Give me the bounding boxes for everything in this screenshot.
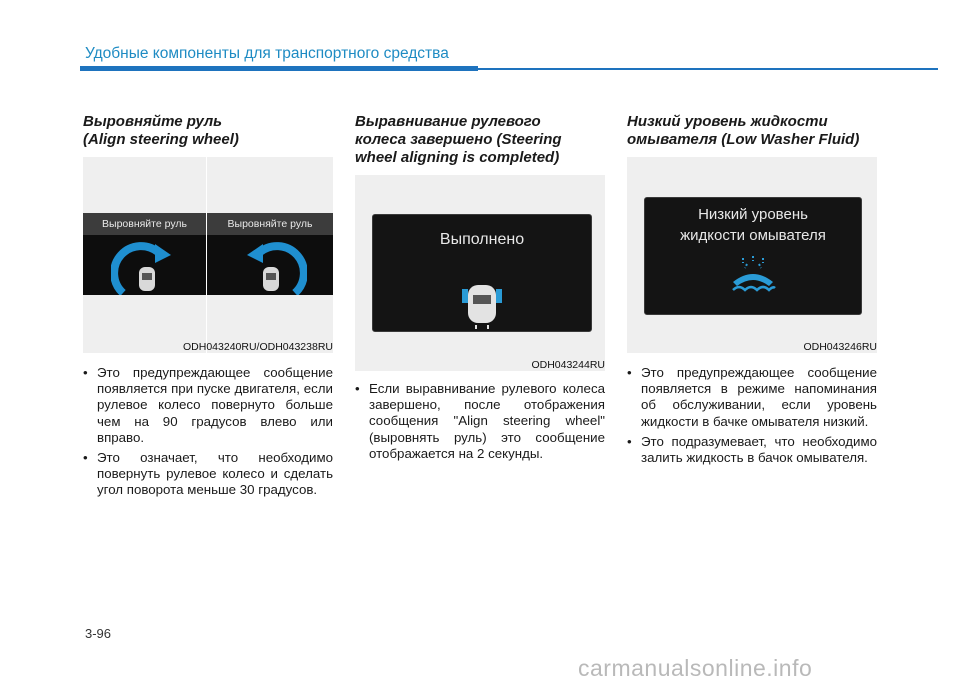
- column-low-washer: [627, 113, 877, 149]
- figure-caption: ODH043244RU: [531, 359, 605, 371]
- heading-line: (Align steering wheel): [83, 131, 239, 148]
- section-title: Удобные компоненты для транспортного средства: [85, 45, 449, 62]
- header-rule-thin: [478, 68, 938, 70]
- heading-line: wheel aligning is completed): [355, 149, 560, 166]
- figure-caption: ODH043240RU/ODH043238RU: [183, 341, 333, 353]
- lcd-message: Выровняйте руль: [227, 218, 313, 230]
- list-item: • Это предупреждающее сообщение появляется при пуске двигателя, если рулевое колесо повернуто больше чем на 90 градусов влево или вправо.: [83, 365, 333, 446]
- heading-line: колеса завершено (Steering: [355, 131, 562, 148]
- bullet-list: [627, 365, 877, 470]
- list-item: • Это означает, что необходимо повернуть рулевое колесо и сделать угол поворота меньше 30 градусов.: [83, 450, 333, 499]
- header-rule-thick: [80, 66, 478, 71]
- lcd-message-line: Низкий уровень: [698, 206, 808, 223]
- lcd-message: Выровняйте руль: [102, 218, 187, 230]
- heading-line: Выровняйте руль: [83, 113, 223, 130]
- lcd-message-line: жидкости омывателя: [680, 227, 826, 244]
- figure-steering-aligned: [355, 175, 605, 371]
- figure-caption: ODH043246RU: [803, 341, 877, 353]
- bullet-list: [355, 381, 605, 466]
- lcd-screen: [372, 214, 592, 332]
- column-align-steering: [83, 113, 333, 149]
- column-steering-aligned: [355, 113, 605, 167]
- list-item: • Это подразумевает, что необходимо залить жидкость в бачок омывателя.: [627, 434, 877, 466]
- car-steering-icon: [462, 285, 502, 329]
- page-number: 3-96: [85, 626, 112, 641]
- bullet-list: [83, 365, 333, 503]
- lcd-message: Выполнено: [439, 231, 525, 248]
- lcd-screen-left: [83, 213, 206, 295]
- watermark: carmanualsonline.info: [578, 655, 813, 681]
- steering-arrow-icon: [237, 239, 307, 295]
- washer-fluid-icon: [729, 256, 777, 296]
- figure-low-washer: [627, 157, 877, 353]
- heading-line: омывателя (Low Washer Fluid): [627, 131, 860, 148]
- lcd-screen: [644, 197, 862, 315]
- list-item: • Это предупреждающее сообщение появляется в режиме напоминания об обслуживании, если уровень жидкости в бачке омывателя низкий.: [627, 365, 877, 430]
- heading-line: Низкий уровень жидкости: [627, 113, 828, 130]
- figure-align-steering: [83, 157, 333, 353]
- list-item: • Если выравнивание рулевого колеса завершено, после отображения сообщения "Align steering wheel" (выровнять руль) это сообщение отображается на 2 секунды.: [355, 381, 605, 462]
- steering-arrow-icon: [111, 239, 181, 295]
- lcd-screen-right: [207, 213, 333, 295]
- heading-line: Выравнивание рулевого: [355, 113, 541, 130]
